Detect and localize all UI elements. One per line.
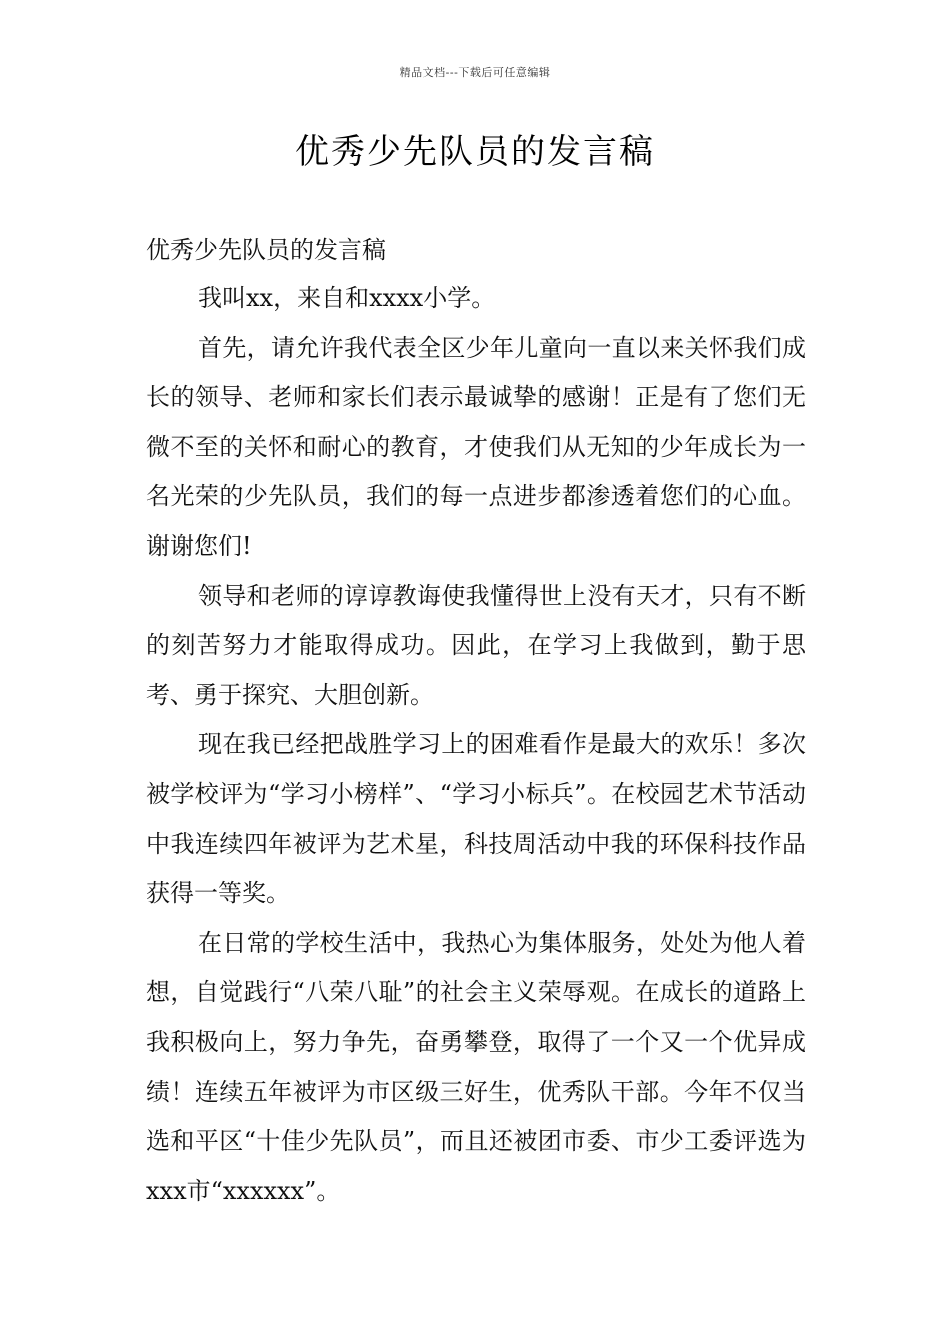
body-subtitle: 优秀少先队员的发言稿 — [146, 236, 386, 264]
paragraph-achievements: 现在我已经把战胜学习上的困难看作是最大的欢乐！多次被学校评为“学习小榜样”、“学习小标兵”。在校园艺术节活动中我连续四年被评为艺术星，科技周活动中我的环保科技作品获得一等奖。 — [146, 730, 806, 908]
paragraph-intro: 我叫xx，来自和xxxx小学。 — [198, 284, 496, 312]
document-title: 优秀少先队员的发言稿 — [295, 132, 655, 172]
header-note: 精品文档---下载后可任意编辑 — [399, 66, 551, 79]
paragraph-thanks: 首先，请允许我代表全区少年儿童向一直以来关怀我们成长的领导、老师和家长们表示最诚挚的感谢！正是有了您们无微不至的关怀和耐心的教育，才使我们从无知的少年成长为一名光荣的少先队员，我们的每一点进步都渗透着您们的心血。谢谢您们! — [146, 333, 806, 560]
document-body — [146, 226, 806, 1216]
paragraph-study: 领导和老师的谆谆教诲使我懂得世上没有天才，只有不断的刻苦努力才能取得成功。因此，在学习上我做到，勤于思考、勇于探究、大胆创新。 — [146, 581, 806, 709]
paragraph-service: 在日常的学校生活中，我热心为集体服务，处处为他人着想，自觉践行“八荣八耻”的社会主义荣辱观。在成长的道路上我积极向上，努力争先，奋勇攀登，取得了一个又一个优异成绩！连续五年被评为市区级三好生，优秀队干部。今年不仅当选和平区“十佳少先队员”，而且还被团市委、市少工委评选为xxx市“xxxxxx”。 — [146, 928, 806, 1205]
